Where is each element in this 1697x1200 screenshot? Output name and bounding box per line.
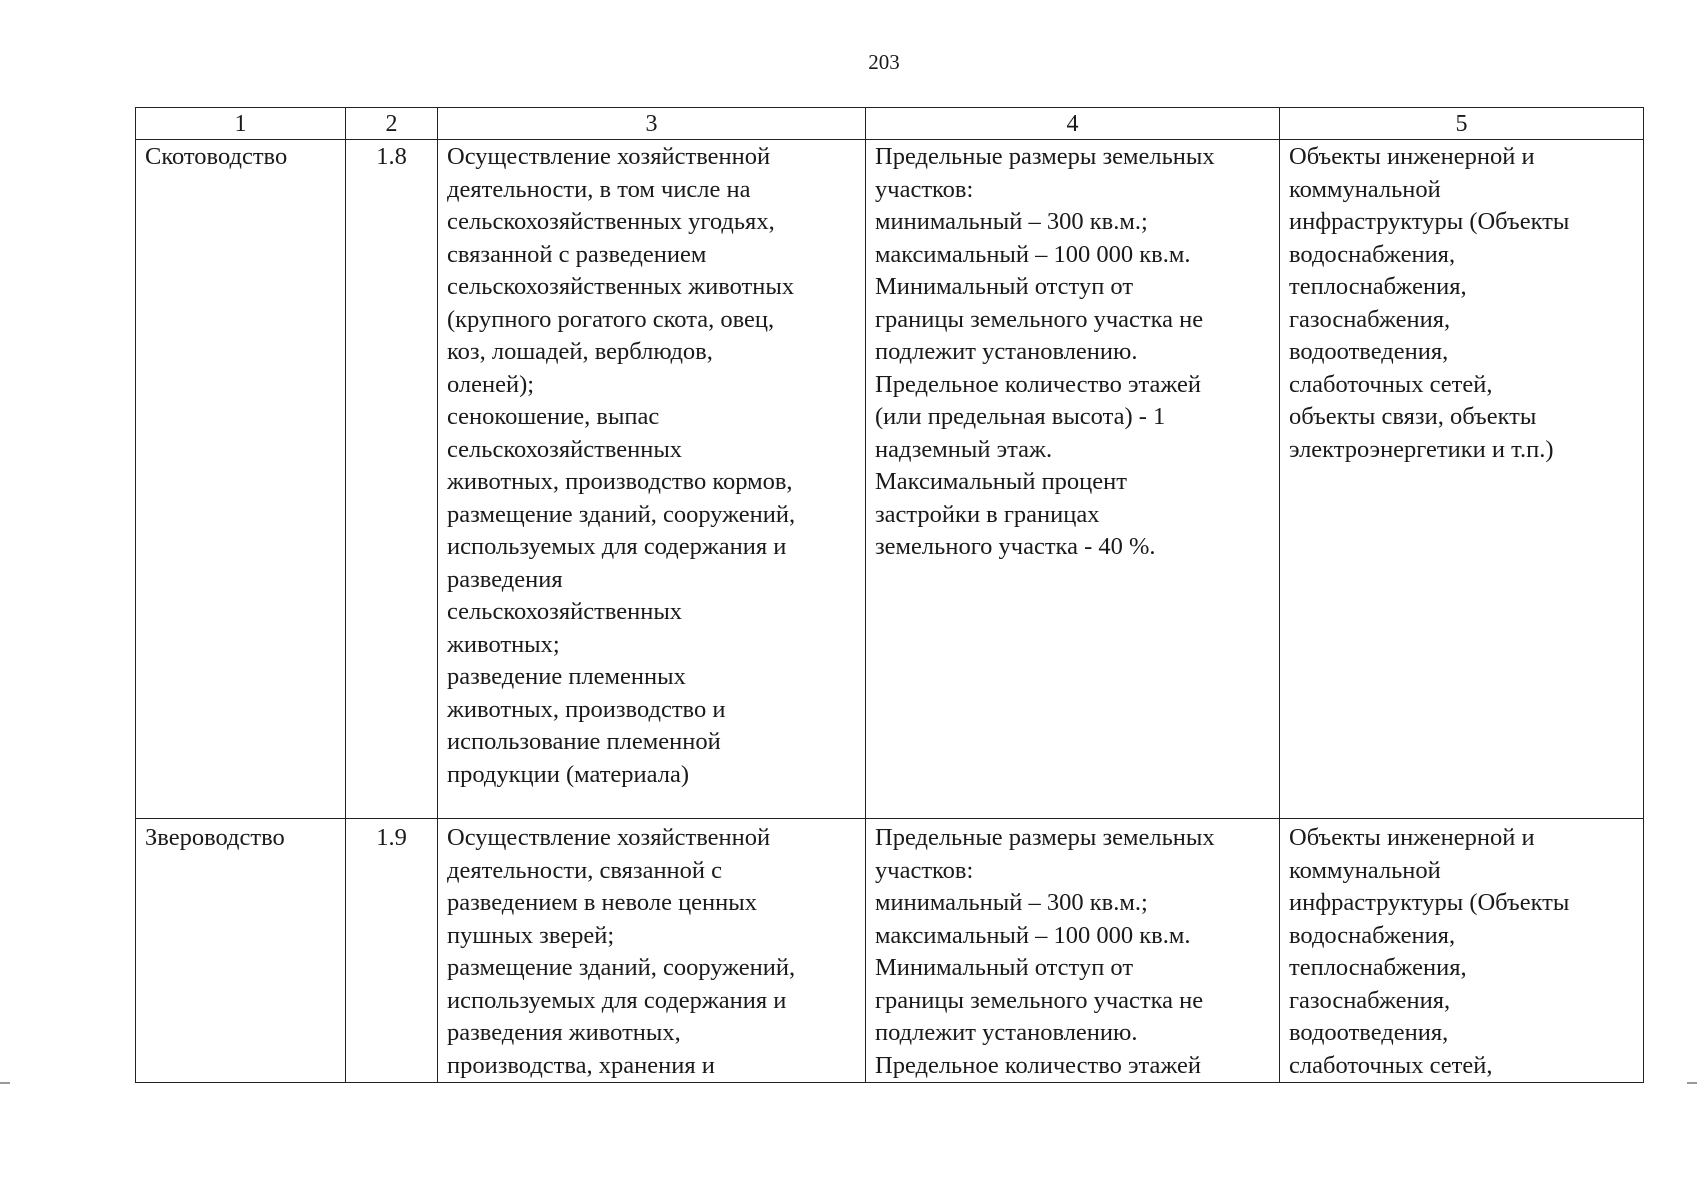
cell-text-line: Объекты инженерной и: [1289, 143, 1535, 170]
cell-text-line: деятельности, в том числе на: [447, 175, 751, 203]
cell-text-line: объекты связи, объекты: [1289, 403, 1537, 430]
cell-text-line: электроэнергетики и т.п.): [1289, 435, 1554, 463]
cell-text-line: подлежит установлению.: [875, 1019, 1138, 1046]
auxiliary-uses: [1280, 140, 1644, 819]
use-type-code: 1.9: [346, 819, 438, 1083]
cell-text-line: размещение зданий, сооружений,: [447, 954, 796, 981]
cell-text-line: застройки в границах: [875, 500, 1100, 528]
cell-text-line: инфраструктуры (Объекты: [1289, 208, 1570, 235]
cell-text-line: теплоснабжения,: [1289, 954, 1467, 981]
cell-text-line: водоотведения,: [1289, 338, 1449, 365]
use-type-name: Скотоводство: [136, 140, 346, 819]
cell-text-line: максимальный – 100 000 кв.м.: [875, 240, 1191, 268]
cell-text-line: водоснабжения,: [1289, 240, 1456, 268]
cell-text-line: сельскохозяйственных угодьях,: [447, 208, 775, 235]
table-row: [136, 819, 1644, 1083]
cell-text-line: (или предельная высота) - 1: [875, 403, 1166, 430]
page-number: 203: [868, 50, 900, 74]
cell-text-line: водоснабжения,: [1289, 921, 1456, 949]
cell-text-line: инфраструктуры (Объекты: [1289, 889, 1570, 916]
cell-text-line: разведением в неволе ценных: [447, 889, 757, 916]
cell-text-line: Предельное количество этажей: [875, 370, 1201, 398]
cell-text-line: коммунальной: [1289, 175, 1441, 203]
cell-text-line: коз, лошадей, верблюдов,: [447, 338, 713, 365]
cell-text-line: Осуществление хозяйственной: [447, 824, 771, 851]
column-header-1: 1: [136, 108, 346, 140]
page-edge-mark: [0, 1082, 10, 1084]
cell-text-line: животных, производство и: [447, 695, 726, 723]
cell-text-line: Предельные размеры земельных: [875, 143, 1215, 170]
cell-text-line: коммунальной: [1289, 856, 1441, 884]
column-header-3: 3: [438, 108, 866, 140]
use-type-description: [438, 819, 866, 1083]
cell-text-line: Осуществление хозяйственной: [447, 143, 771, 170]
cell-text-line: используемых для содержания и: [447, 533, 787, 560]
cell-text-line: производства, хранения и: [447, 1051, 715, 1079]
cell-text-line: участков:: [875, 856, 974, 884]
cell-text-line: газоснабжения,: [1289, 986, 1451, 1014]
cell-text-line: сельскохозяйственных: [447, 598, 683, 625]
cell-text-line: размещение зданий, сооружений,: [447, 500, 796, 528]
cell-text-line: слаботочных сетей,: [1289, 370, 1493, 398]
use-type-description: [438, 140, 866, 819]
building-parameters: [866, 819, 1280, 1083]
cell-text-line: Минимальный отступ от: [875, 954, 1134, 981]
cell-text-line: водоотведения,: [1289, 1019, 1449, 1046]
cell-text-line: Максимальный процент: [875, 468, 1127, 495]
table-row: [136, 140, 1644, 819]
cell-text-line: максимальный – 100 000 кв.м.: [875, 921, 1191, 949]
page-edge-mark: [1687, 1082, 1697, 1084]
cell-text-line: Предельные размеры земельных: [875, 824, 1215, 851]
cell-text-line: продукции (материала): [447, 760, 690, 788]
column-header-4: 4: [866, 108, 1280, 140]
cell-text-line: слаботочных сетей,: [1289, 1051, 1493, 1079]
cell-text-line: надземный этаж.: [875, 435, 1053, 463]
cell-text-line: минимальный – 300 кв.м.;: [875, 889, 1148, 916]
column-header-5: 5: [1280, 108, 1644, 140]
cell-text-line: Предельное количество этажей: [875, 1051, 1201, 1079]
cell-text-line: земельного участка - 40 %.: [875, 533, 1156, 560]
cell-text-line: сельскохозяйственных: [447, 435, 683, 463]
cell-text-line: животных;: [447, 630, 560, 658]
cell-text-line: разведение племенных: [447, 663, 686, 690]
cell-text-line: теплоснабжения,: [1289, 273, 1467, 300]
cell-text-line: сенокошение, выпас: [447, 403, 660, 430]
use-type-name: Звероводство: [136, 819, 346, 1083]
cell-text-line: минимальный – 300 кв.м.;: [875, 208, 1148, 235]
column-header-2: 2: [346, 108, 438, 140]
cell-text-line: связанной с разведением: [447, 240, 707, 268]
land-use-table: [135, 107, 1644, 1083]
cell-text-line: границы земельного участка не: [875, 986, 1204, 1014]
cell-text-line: Минимальный отступ от: [875, 273, 1134, 300]
cell-text-line: участков:: [875, 175, 974, 203]
cell-text-line: деятельности, связанной с: [447, 856, 723, 884]
cell-text-line: разведения животных,: [447, 1019, 681, 1046]
cell-text-line: животных, производство кормов,: [447, 468, 793, 495]
cell-text-line: используемых для содержания и: [447, 986, 787, 1014]
cell-text-line: пушных зверей;: [447, 921, 615, 949]
cell-text-line: оленей);: [447, 370, 535, 398]
cell-text-line: газоснабжения,: [1289, 305, 1451, 333]
cell-text-line: подлежит установлению.: [875, 338, 1138, 365]
cell-text-line: Объекты инженерной и: [1289, 824, 1535, 851]
cell-text-line: сельскохозяйственных животных: [447, 273, 795, 300]
cell-text-line: использование племенной: [447, 728, 721, 755]
cell-text-line: (крупного рогатого скота, овец,: [447, 305, 775, 333]
cell-text-line: разведения: [447, 565, 563, 593]
cell-text-line: границы земельного участка не: [875, 305, 1204, 333]
use-type-code: 1.8: [346, 140, 438, 819]
building-parameters: [866, 140, 1280, 819]
table-header-row: [136, 108, 1644, 140]
auxiliary-uses: [1280, 819, 1644, 1083]
